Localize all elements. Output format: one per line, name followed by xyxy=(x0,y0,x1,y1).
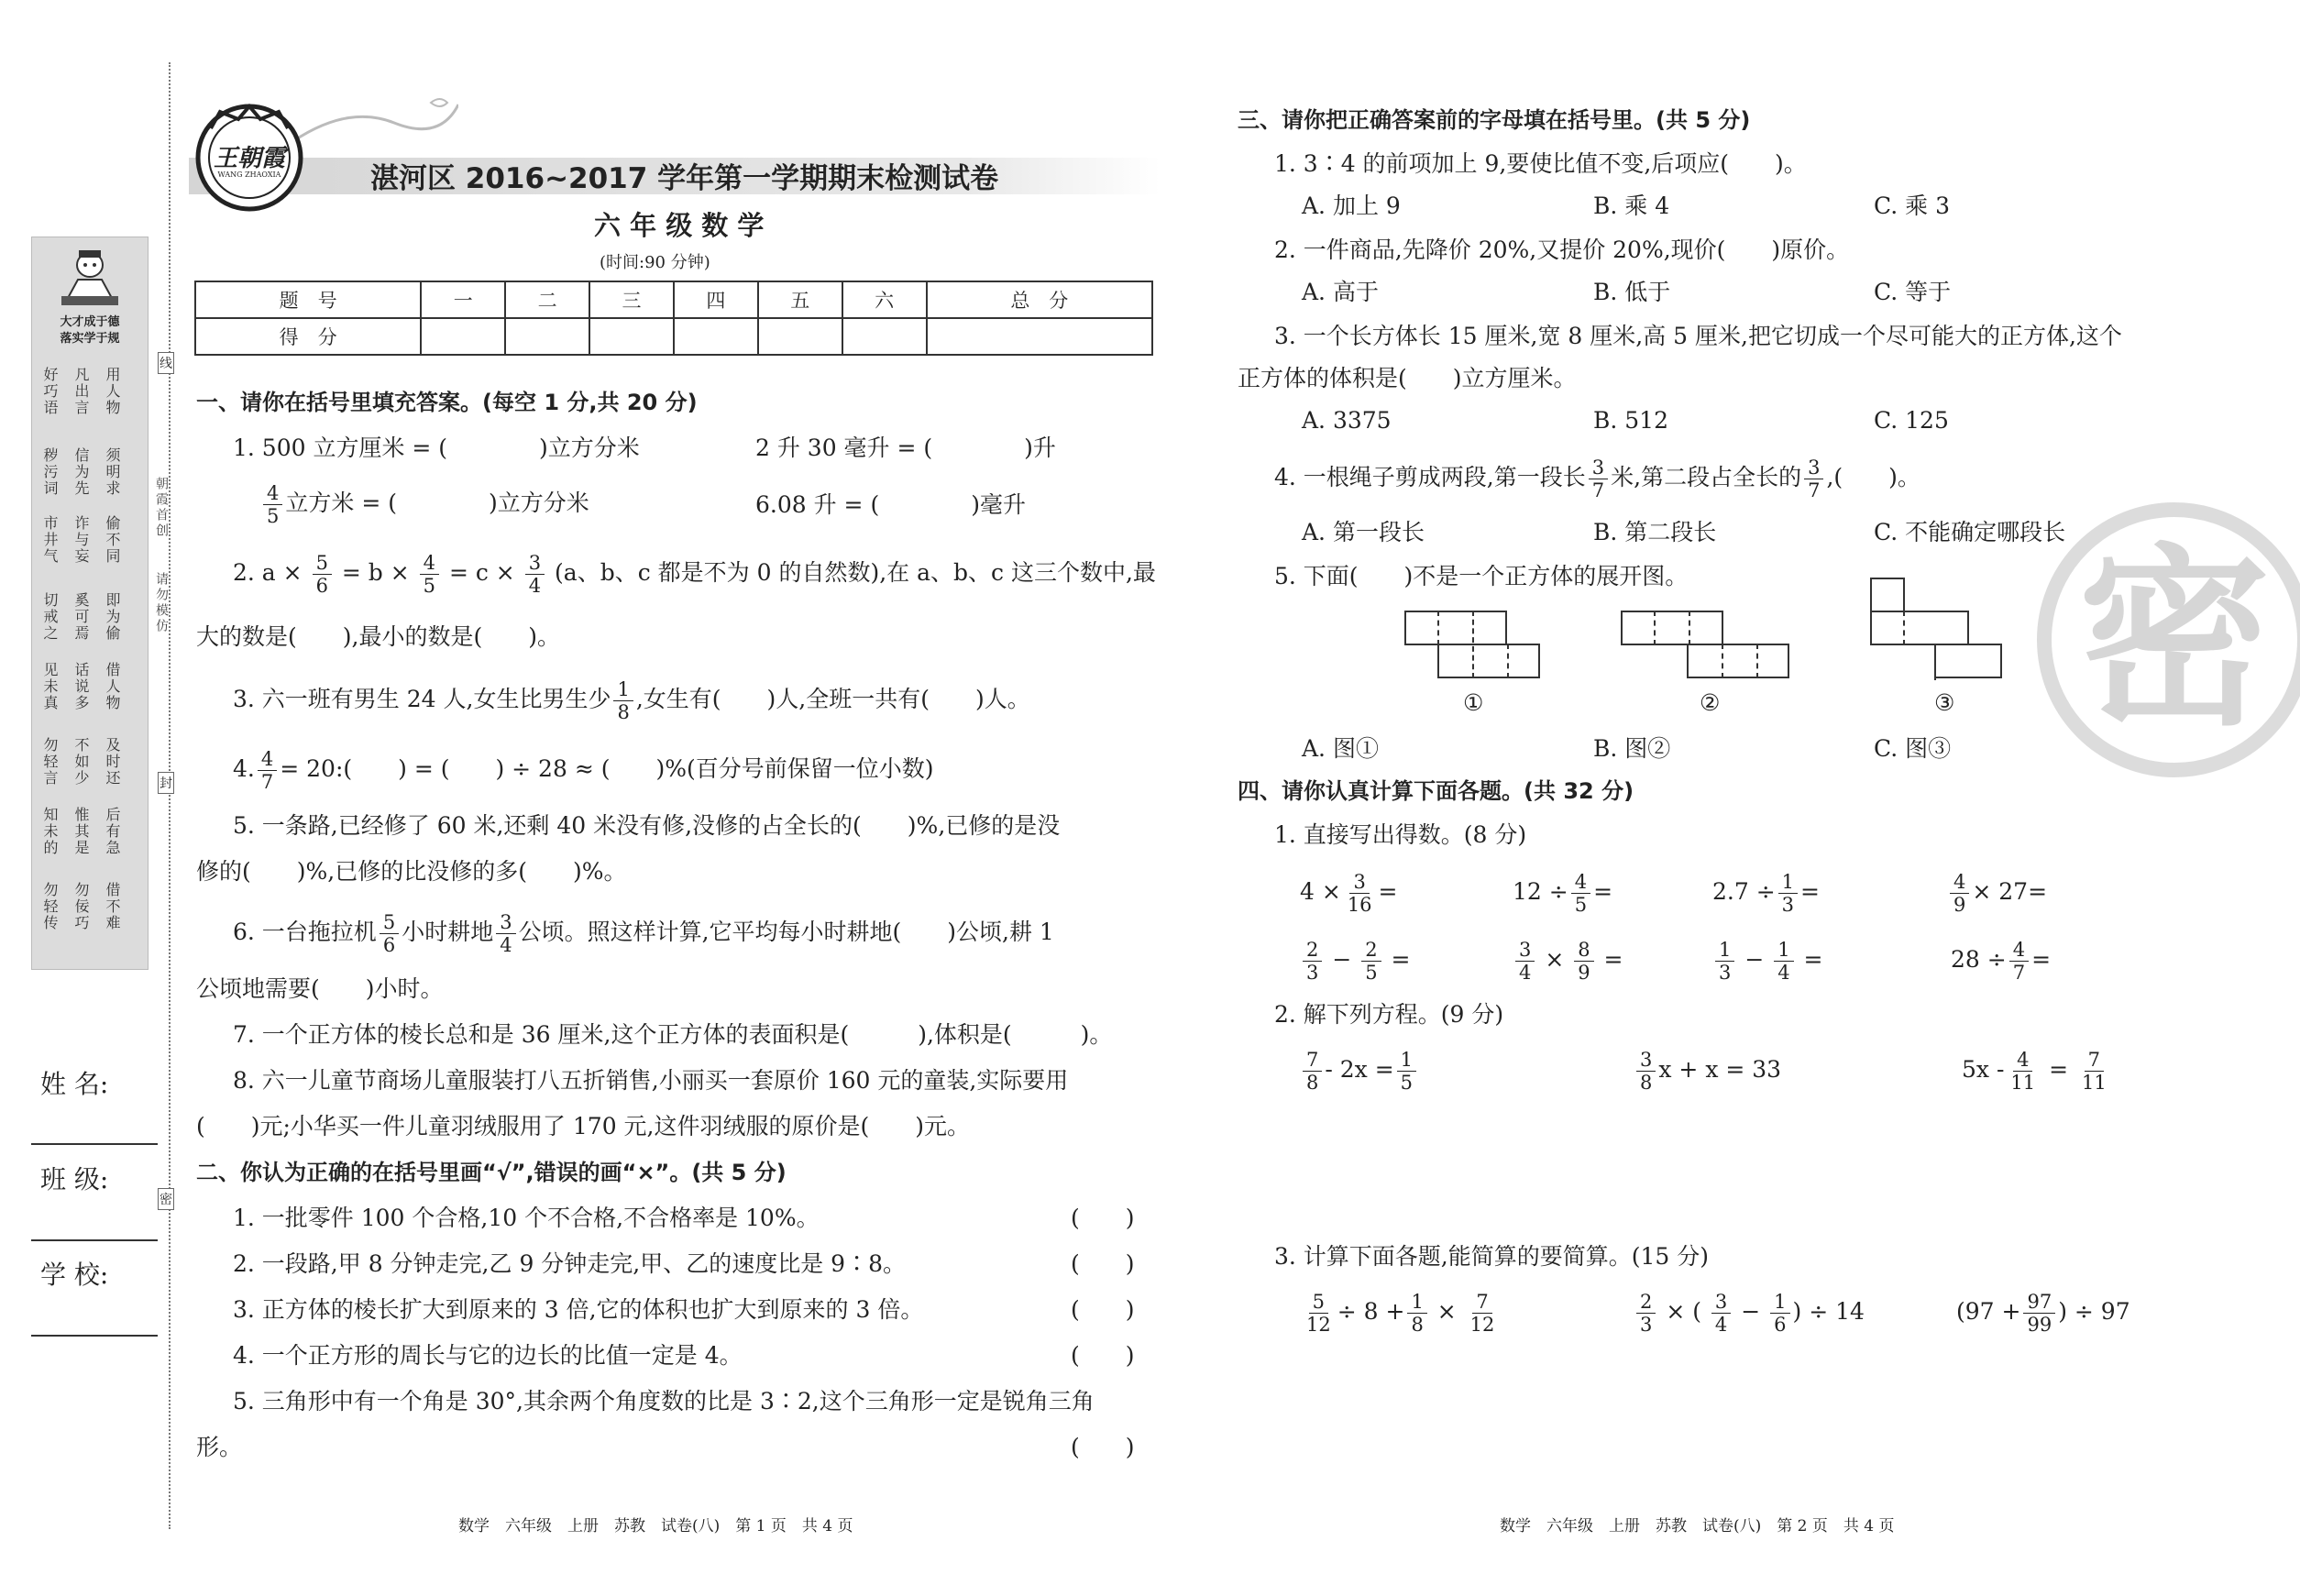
sidebar-motto: 凡出言 xyxy=(72,367,90,416)
mc-q3-opt-b: B. 512 xyxy=(1593,407,1668,434)
q1c: $\frac{4}{5}$ 立方米 = ( )立方分米 xyxy=(260,482,589,527)
mc-q4-opt-c: C. 不能确定哪段长 xyxy=(1874,519,2066,545)
subject-title: 六 年 级 数 学 xyxy=(594,210,765,241)
q5-line1: 5. 一条路,已经修了 60 米,还剩 40 米没有修,没修的占全长的( )%,已修的是没 xyxy=(233,812,1061,839)
expr-2: 12 ÷ $\frac{4}{5}$ = xyxy=(1513,871,1613,916)
calc-expr-3: (97 + $\frac{97}{99}$ ) ÷ 97 xyxy=(1956,1291,2130,1336)
section4-heading: 四、请你认真计算下面各题。(共 32 分) xyxy=(1238,778,1634,804)
q2: 2. a × $\frac{5}{6}$ = b × $\frac{4}{5}$ = c × $\frac{3}{4}$ (a、b、c 都是不为 0 的自然数),在 a、b、c 这三个数中,最 xyxy=(233,552,1156,597)
equation-2: $\frac{3}{8}$ x + x = 33 xyxy=(1634,1049,1781,1094)
mc-q2-opt-a: A. 高于 xyxy=(1302,279,1379,305)
scholar-figure-icon xyxy=(54,245,126,311)
sidebar-motto: 借不难 xyxy=(104,882,121,931)
q4: 4. $\frac{4}{7}$ = 20:( ) = ( ) ÷ 28 ≈ ( )%(百分号前保留一位小数) xyxy=(233,748,934,793)
mc-q3-line2: 正方体的体积是( )立方厘米。 xyxy=(1238,365,1577,391)
sidebar-motto: 好巧语 xyxy=(41,367,59,416)
school-label: 学 校: xyxy=(40,1260,109,1290)
class-label: 班 级: xyxy=(40,1164,109,1194)
figure-label-2: ② xyxy=(1700,689,1721,716)
binding-dashed-line xyxy=(169,62,171,1529)
expr-1: 4 × $\frac{3}{16}$ = xyxy=(1300,871,1398,916)
sidebar-motto: 勿轻传 xyxy=(41,882,59,931)
school-line[interactable] xyxy=(31,1335,158,1337)
calc-part1-title: 1. 直接写出得数。(8 分) xyxy=(1274,821,1527,848)
tf-item-5-line2: 形。 xyxy=(196,1434,243,1460)
q8-line2: ( )元;小华买一件儿童羽绒服用了 170 元,这件羽绒服的原价是( )元。 xyxy=(196,1113,970,1139)
mc-q4-opt-b: B. 第二段长 xyxy=(1593,519,1717,545)
sidebar-motto: 借人物 xyxy=(104,662,121,711)
expr-5: $\frac{2}{3}$ − $\frac{2}{5}$ = xyxy=(1300,939,1411,984)
score-table-score-row xyxy=(195,318,1152,355)
logo-subtext: WANG ZHAOXIA xyxy=(217,171,281,179)
expr-8: 28 ÷ $\frac{4}{7}$ = xyxy=(1951,939,2052,984)
mc-q4: 4. 一根绳子剪成两段,第一段长 $\frac{3}{7}$ 米,第二段占全长的 $\frac{3}{7}$ ,( )。 xyxy=(1274,457,1920,501)
mc-q2-opt-b: B. 低于 xyxy=(1593,279,1671,305)
sidebar-motto: 市井气 xyxy=(41,515,59,565)
q7: 7. 一个正方体的棱长总和是 36 厘米,这个正方体的表面积是( ),体积是( )。 xyxy=(233,1021,1113,1048)
sidebar-motto: 须明求 xyxy=(104,447,121,497)
cube-net-figure-3 xyxy=(1870,578,2002,680)
mc-q3-opt-a: A. 3375 xyxy=(1302,407,1392,434)
score-cell[interactable] xyxy=(505,318,589,355)
tf-item-3: 3. 正方体的棱长扩大到原来的 3 倍,它的体积也扩大到原来的 3 倍。 xyxy=(233,1296,924,1323)
mc-q5-opt-a: A. 图① xyxy=(1302,735,1379,762)
score-header-cell: 六 xyxy=(842,281,927,318)
mc-q1-opt-a: A. 加上 9 xyxy=(1302,193,1401,219)
sidebar-note-top: 朝霞首创 xyxy=(154,477,169,539)
score-row-label: 得 分 xyxy=(195,318,421,355)
equation-1: $\frac{7}{8}$ - 2x = $\frac{1}{5}$ xyxy=(1300,1049,1419,1094)
class-line[interactable] xyxy=(31,1239,158,1241)
tf-item-1: 1. 一批零件 100 个合格,10 个不合格,不合格率是 10%。 xyxy=(233,1205,820,1231)
calc-part2-title: 2. 解下列方程。(9 分) xyxy=(1274,1001,1504,1028)
sidebar-motto: 见未真 xyxy=(41,662,59,711)
score-header-cell: 总 分 xyxy=(927,281,1152,318)
sidebar-motto: 即为偷 xyxy=(104,592,121,642)
score-cell[interactable] xyxy=(589,318,674,355)
score-header-cell: 四 xyxy=(674,281,758,318)
sidebar-motto: 及时还 xyxy=(104,737,121,787)
watermark-text: 密 xyxy=(2077,527,2271,752)
seal-mark-3: 密 xyxy=(158,1188,174,1210)
equation-3: 5x - $\frac{4}{11}$ = $\frac{7}{11}$ xyxy=(1962,1049,2107,1094)
sidebar-motto: 知未的 xyxy=(41,807,59,856)
section1-heading: 一、请你在括号里填充答案。(每空 1 分,共 20 分) xyxy=(196,390,698,415)
seal-mark-2: 封 xyxy=(158,772,174,794)
sidebar-motto: 话说多 xyxy=(72,662,90,711)
expr-7: $\frac{1}{3}$ − $\frac{1}{4}$ = xyxy=(1712,939,1823,984)
tf-item-5: 5. 三角形中有一个角是 30°,其余两个角度数的比是 3∶2,这个三角形一定是锐角三角 xyxy=(233,1388,1095,1414)
expr-3: 2.7 ÷ $\frac{1}{3}$ = xyxy=(1712,871,1820,916)
q8-line1: 8. 六一儿童节商场儿童服装打八五折销售,小丽买一套原价 160 元的童装,实际要用 xyxy=(233,1067,1069,1094)
mc-q3-opt-c: C. 125 xyxy=(1874,407,1949,434)
q5-line2: 修的( )%,已修的比没修的多( )%。 xyxy=(196,858,627,885)
sidebar-note-mid: 请勿模仿 xyxy=(154,572,169,634)
sidebar-motto: 秽污词 xyxy=(41,447,59,497)
score-header-cell: 三 xyxy=(589,281,674,318)
sidebar-motto: 后有急 xyxy=(104,807,121,856)
q1b: 2 升 30 毫升 = ( )升 xyxy=(755,435,1056,461)
q1c-fraction: $\frac{4}{5}$ xyxy=(263,482,282,527)
logo-emblem xyxy=(193,101,306,215)
score-header-cell: 五 xyxy=(758,281,842,318)
sidebar-motto: 切戒之 xyxy=(41,592,59,642)
sidebar-motto-top: 大才成于德 落实学于规 xyxy=(60,315,120,346)
figure-label-3: ③ xyxy=(1934,689,1955,716)
q3: 3. 六一班有男生 24 人,女生比男生少 $\frac{1}{8}$ ,女生有( )人,全班一共有( )人。 xyxy=(233,678,1030,723)
q1a: 1. 500 立方厘米 = ( )立方分米 xyxy=(233,435,640,461)
section3-heading: 三、请你把正确答案前的字母填在括号里。(共 5 分) xyxy=(1238,107,1751,133)
q6: 6. 一台拖拉机 $\frac{5}{6}$ 小时耕地 $\frac{3}{4}$ 公顷。照这样计算,它平均每小时耕地( )公顷,耕 1 xyxy=(233,911,1054,956)
footer-right: 数学 六年级 上册 苏教 试卷(八) 第 2 页 共 4 页 xyxy=(1500,1517,1895,1535)
mc-q2: 2. 一件商品,先降价 20%,又提价 20%,现价( )原价。 xyxy=(1274,237,1850,263)
tf-answer-2[interactable]: ( ) xyxy=(1071,1250,1135,1277)
mc-q5-opt-c: C. 图③ xyxy=(1874,735,1952,762)
sidebar-motto: 信为先 xyxy=(72,447,90,497)
calc-part3-title: 3. 计算下面各题,能简算的要简算。(15 分) xyxy=(1274,1243,1710,1270)
score-cell[interactable] xyxy=(927,318,1152,355)
mc-q1: 1. 3∶4 的前项加上 9,要使比值不变,后项应( )。 xyxy=(1274,150,1807,177)
sidebar-motto: 奚可焉 xyxy=(72,592,90,642)
exam-title: 湛河区 2016~2017 学年第一学期期末检测试卷 xyxy=(370,162,999,195)
mc-q5: 5. 下面( )不是一个正方体的展开图。 xyxy=(1274,563,1689,589)
sidebar-motto: 用人物 xyxy=(104,367,121,416)
exam-time: (时间:90 分钟) xyxy=(600,253,710,272)
score-cell[interactable] xyxy=(674,318,758,355)
mc-q4-opt-a: A. 第一段长 xyxy=(1302,519,1425,545)
mc-q1-opt-b: B. 乘 4 xyxy=(1593,193,1670,219)
sidebar-motto: 偷不同 xyxy=(104,515,121,565)
tf-answer-3[interactable]: ( ) xyxy=(1071,1296,1135,1323)
mc-q3-line1: 3. 一个长方体长 15 厘米,宽 8 厘米,高 5 厘米,把它切成一个尽可能大的正方体,这个 xyxy=(1274,323,2122,349)
tf-item-4: 4. 一个正方形的周长与它的边长的比值一定是 4。 xyxy=(233,1342,743,1369)
score-table-header-row xyxy=(195,281,1152,318)
sidebar-motto: 勿轻言 xyxy=(41,737,59,787)
score-header-cell: 一 xyxy=(421,281,505,318)
sidebar-motto: 诈与妄 xyxy=(72,515,90,565)
expr-4: $\frac{4}{9}$ × 27= xyxy=(1947,871,2047,916)
score-cell[interactable] xyxy=(758,318,842,355)
sidebar-motto: 勿佞巧 xyxy=(72,882,90,931)
score-cell[interactable] xyxy=(842,318,927,355)
score-header-cell: 二 xyxy=(505,281,589,318)
tf-answer-4[interactable]: ( ) xyxy=(1071,1342,1135,1369)
name-line[interactable] xyxy=(31,1143,158,1145)
score-cell[interactable] xyxy=(421,318,505,355)
score-table xyxy=(194,281,1153,356)
mc-q5-opt-b: B. 图② xyxy=(1593,735,1671,762)
tf-answer-1[interactable]: ( ) xyxy=(1071,1205,1135,1231)
calc-expr-2: $\frac{2}{3}$ × ( $\frac{3}{4}$ − $\frac{1}{6}$ ) ÷ 14 xyxy=(1634,1291,1865,1336)
q1d: 6.08 升 = ( )毫升 xyxy=(755,491,1026,518)
ribbon-decoration xyxy=(293,95,458,150)
section2-heading: 二、你认为正确的在括号里画“√”,错误的画“×”。(共 5 分) xyxy=(196,1160,787,1185)
logo-text: 王朝霞 xyxy=(213,145,285,172)
mc-q2-opt-c: C. 等于 xyxy=(1874,279,1952,305)
tf-item-2: 2. 一段路,甲 8 分钟走完,乙 9 分钟走完,甲、乙的速度比是 9∶8。 xyxy=(233,1250,906,1277)
sidebar-motto: 不如少 xyxy=(72,737,90,787)
expr-6: $\frac{3}{4}$ × $\frac{8}{9}$ = xyxy=(1513,939,1623,984)
score-header-cell: 题 号 xyxy=(195,281,421,318)
confidential-watermark xyxy=(2037,502,2300,777)
mc-q1-opt-c: C. 乘 3 xyxy=(1874,193,1950,219)
calc-expr-1: $\frac{5}{12}$ ÷ 8 + $\frac{1}{8}$ × $\frac{7}{12}$ xyxy=(1306,1291,1495,1336)
q6-line2: 公顷地需要( )小时。 xyxy=(196,975,444,1002)
seal-mark-1: 线 xyxy=(158,352,174,374)
name-label: 姓 名: xyxy=(40,1069,109,1099)
sidebar-motto: 惟其是 xyxy=(72,807,90,856)
q2-line2: 大的数是( ),最小的数是( )。 xyxy=(196,623,560,650)
tf-answer-5[interactable]: ( ) xyxy=(1071,1434,1135,1460)
figure-label-1: ① xyxy=(1463,689,1484,716)
footer-left: 数学 六年级 上册 苏教 试卷(八) 第 1 页 共 4 页 xyxy=(458,1517,853,1535)
